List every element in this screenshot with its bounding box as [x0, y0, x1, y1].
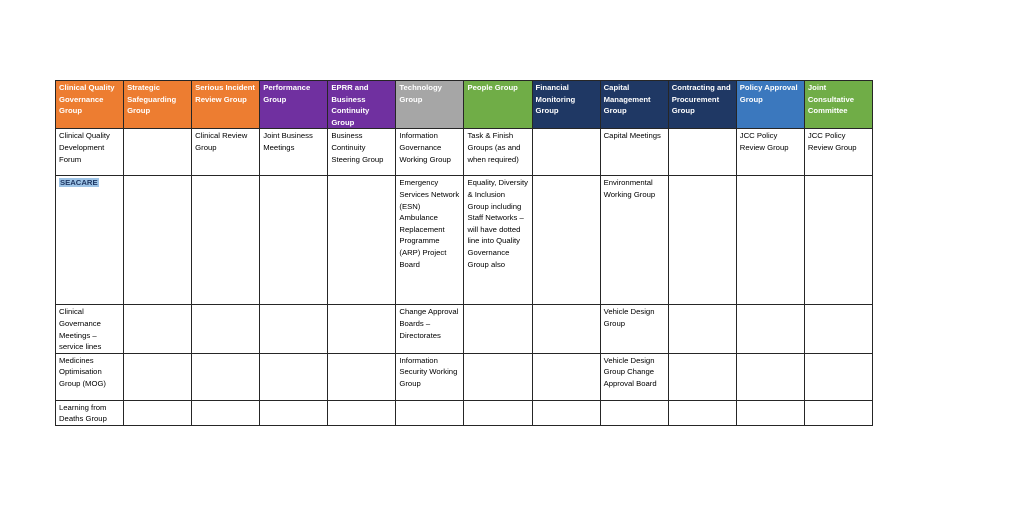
table-cell [124, 400, 192, 425]
table-cell: Vehicle Design Group Change Approval Board [600, 353, 668, 400]
table-cell: Capital Meetings [600, 129, 668, 176]
table-cell [124, 353, 192, 400]
table-cell [328, 353, 396, 400]
table-cell: Equality, Diversity & Inclusion Group including Staff Networks – will have dotted line into Quality Governance Group also [464, 176, 532, 305]
table-row [56, 129, 873, 176]
table-cell [328, 305, 396, 353]
table-cell [260, 400, 328, 425]
table-cell: JCC Policy Review Group [804, 129, 872, 176]
column-header-contracting-procurement: Contracting and Procurement Group [668, 81, 736, 129]
table-cell [328, 400, 396, 425]
table-cell: Task & Finish Groups (as and when required) [464, 129, 532, 176]
table-row [56, 353, 873, 400]
table-cell [464, 353, 532, 400]
table-cell: Information Governance Working Group [396, 129, 464, 176]
table-cell: Joint Business Meetings [260, 129, 328, 176]
column-header-strategic-safeguarding: Strategic Safeguarding Group [124, 81, 192, 129]
table-cell [532, 305, 600, 353]
column-header-technology: Technology Group [396, 81, 464, 129]
table-cell [532, 129, 600, 176]
table-cell: Learning from Deaths Group [56, 400, 124, 425]
table-cell [124, 129, 192, 176]
table-cell [56, 176, 124, 305]
table-cell [260, 176, 328, 305]
table-cell [532, 353, 600, 400]
column-header-serious-incident-review: Serious Incident Review Group [192, 81, 260, 129]
table-row [56, 305, 873, 353]
table-cell [124, 305, 192, 353]
table-cell [396, 400, 464, 425]
governance-structure-table [55, 80, 873, 426]
column-header-joint-consultative: Joint Consultative Committee [804, 81, 872, 129]
table-cell [260, 353, 328, 400]
table-cell [192, 400, 260, 425]
column-header-clinical-quality-governance: Clinical Quality Governance Group [56, 81, 124, 129]
seacare-highlight: SEACARE [60, 178, 98, 188]
table-cell [804, 353, 872, 400]
table-cell [260, 305, 328, 353]
table-cell [736, 400, 804, 425]
table-cell [736, 353, 804, 400]
table-cell [804, 176, 872, 305]
table-cell [192, 176, 260, 305]
table-cell: Medicines Optimisation Group (MOG) [56, 353, 124, 400]
table-cell [464, 400, 532, 425]
table-cell: Clinical Review Group [192, 129, 260, 176]
column-header-people: People Group [464, 81, 532, 129]
table-cell [668, 176, 736, 305]
table-cell: Information Security Working Group [396, 353, 464, 400]
table-cell: Environmental Working Group [600, 176, 668, 305]
table-cell [192, 305, 260, 353]
header-row [56, 81, 873, 129]
table-cell [668, 400, 736, 425]
table-cell [328, 176, 396, 305]
table-cell [804, 305, 872, 353]
table-row [56, 176, 873, 305]
table-cell [124, 176, 192, 305]
table-cell [668, 305, 736, 353]
table-cell: Business Continuity Steering Group [328, 129, 396, 176]
table-cell: Change Approval Boards – Directorates [396, 305, 464, 353]
table-cell [736, 305, 804, 353]
column-header-performance: Performance Group [260, 81, 328, 129]
table-cell: Vehicle Design Group [600, 305, 668, 353]
table-cell: Clinical Quality Development Forum [56, 129, 124, 176]
table-cell [736, 176, 804, 305]
column-header-capital-management: Capital Management Group [600, 81, 668, 129]
table-cell [668, 129, 736, 176]
table-cell [600, 400, 668, 425]
table-cell [668, 353, 736, 400]
column-header-policy-approval: Policy Approval Group [736, 81, 804, 129]
table-row [56, 400, 873, 425]
column-header-eprr-business-continuity: EPRR and Business Continuity Group [328, 81, 396, 129]
table-cell [464, 305, 532, 353]
column-header-financial-monitoring: Financial Monitoring Group [532, 81, 600, 129]
table-cell: Emergency Services Network (ESN) Ambulance Replacement Programme (ARP) Project Board [396, 176, 464, 305]
table-cell: Clinical Governance Meetings – service lines [56, 305, 124, 353]
table-cell [192, 353, 260, 400]
table-cell [532, 400, 600, 425]
table-cell [804, 400, 872, 425]
table-cell: JCC Policy Review Group [736, 129, 804, 176]
table-cell [532, 176, 600, 305]
